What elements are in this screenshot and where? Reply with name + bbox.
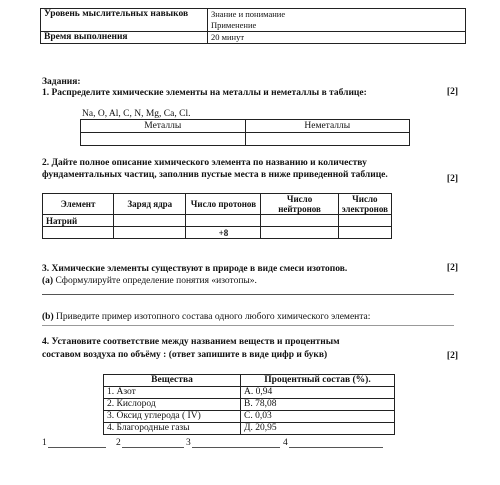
q2-col-neutrons: Число нейтронов (261, 194, 338, 215)
q4-percent: В. 78,08 (241, 399, 395, 411)
q4-table-row (104, 387, 395, 399)
q4-col-percent: Процентный состав (%). (241, 375, 395, 387)
q1-col-nonmetals: Неметаллы (245, 120, 410, 133)
info-row-skills (41, 9, 466, 32)
info-row-time (41, 32, 466, 44)
top-edge-strip (0, 0, 500, 8)
skills-value-line2: Применение (211, 20, 257, 30)
q4-table-row (104, 423, 395, 435)
q1-elements: Na, O, Al, C, N, Mg, Ca, Cl. (82, 109, 191, 119)
q2-table (42, 193, 392, 239)
q3-b-text: Приведите пример изотопного состава одного любого химического элемента: (56, 312, 371, 322)
q1-nonmetals-cell[interactable] (245, 133, 410, 146)
q1-mark: [2] (446, 87, 458, 97)
q4-answer-2-line[interactable] (122, 447, 184, 448)
q2-col-electrons: Число электронов (338, 194, 391, 215)
q3-b-label: (b) (42, 312, 54, 322)
q1-metals-cell[interactable] (81, 133, 246, 146)
q3-b-answer-line[interactable] (42, 325, 454, 326)
q3-mark: [2] (446, 263, 458, 273)
q3-b (42, 311, 370, 323)
q4-substance: 4. Благородные газы (104, 423, 241, 435)
q2-col-element: Элемент (43, 194, 114, 215)
q1-table (80, 119, 410, 146)
q2-row2-element[interactable] (43, 227, 114, 239)
q2-table-header (43, 194, 392, 215)
q4-table-header (104, 375, 395, 387)
q4-table-row (104, 399, 395, 411)
q2-row1-protons[interactable] (186, 215, 261, 227)
q1-table-header (81, 120, 410, 133)
q2-row1-element: Натрий (43, 215, 114, 227)
q4-table (103, 374, 395, 435)
q2-mark: [2] (446, 174, 458, 184)
q2-row2-electrons[interactable] (338, 227, 391, 239)
q3-a-text: Сформулируйте определение понятия «изотопы». (55, 276, 257, 286)
q4-mark: [2] (446, 351, 458, 361)
time-label: Время выполнения (41, 32, 208, 44)
q2-row1-charge[interactable] (114, 215, 186, 227)
info-table (40, 8, 466, 44)
q1-col-metals: Металлы (81, 120, 246, 133)
q3-a (42, 275, 257, 287)
q2-table-row-1 (43, 215, 392, 227)
q4-answer-1-line[interactable] (48, 447, 106, 448)
q4-substance: 2. Кислород (104, 399, 241, 411)
tasks-title: Задания: (42, 77, 81, 87)
q2-col-protons: Число протонов (186, 194, 261, 215)
q4-answer-4-line[interactable] (289, 447, 383, 448)
skills-value-line1: Знание и понимание (211, 9, 286, 19)
q1-table-row (81, 133, 410, 146)
q2-table-row-2 (43, 227, 392, 239)
q4-percent: Д. 20,95 (241, 423, 395, 435)
q4-answer-2-num: 2 (116, 438, 121, 448)
q4-answer-1-num: 1 (42, 438, 47, 448)
q4-table-row (104, 411, 395, 423)
q2-row1-neutrons[interactable] (261, 215, 338, 227)
q2-row2-protons: +8 (186, 227, 261, 239)
q4-answer-4-num: 4 (283, 438, 288, 448)
q2-line2: фундаментальных частиц, заполнив пустые места в ниже приведенной таблице. (42, 170, 388, 180)
q4-substance: 1. Азот (104, 387, 241, 399)
q2-col-charge: Заряд ядра (114, 194, 186, 215)
q4-answer-3-num: 3 (186, 438, 191, 448)
q4-percent: С. 0,03 (241, 411, 395, 423)
q4-line1: 4. Установите соответствие между названием веществ и процентным (42, 337, 340, 347)
q2-row2-neutrons[interactable] (261, 227, 338, 239)
skills-label: Уровень мыслительных навыков (41, 9, 208, 32)
q2-row1-electrons[interactable] (338, 215, 391, 227)
q3-text: 3. Химические элементы существуют в природе в виде смеси изотопов. (42, 264, 348, 274)
q4-substance: 3. Оксид углерода ( IV) (104, 411, 241, 423)
q4-answer-3-line[interactable] (192, 447, 280, 448)
time-value: 20 минут (208, 32, 466, 44)
q1-text: 1. Распределите химические элементы на металлы и неметаллы в таблице: (42, 88, 367, 98)
skills-value (208, 9, 466, 32)
q3-a-answer-line[interactable] (42, 294, 454, 295)
q4-percent: А. 0,94 (241, 387, 395, 399)
q3-a-label: (a) (42, 276, 54, 286)
q4-col-substances: Вещества (104, 375, 241, 387)
q4-line2: составом воздуха по объёму : (ответ запишите в виде цифр и букв) (42, 350, 328, 360)
q2-line1: 2. Дайте полное описание химического элемента по названию и количеству (42, 158, 367, 168)
q2-row2-charge[interactable] (114, 227, 186, 239)
